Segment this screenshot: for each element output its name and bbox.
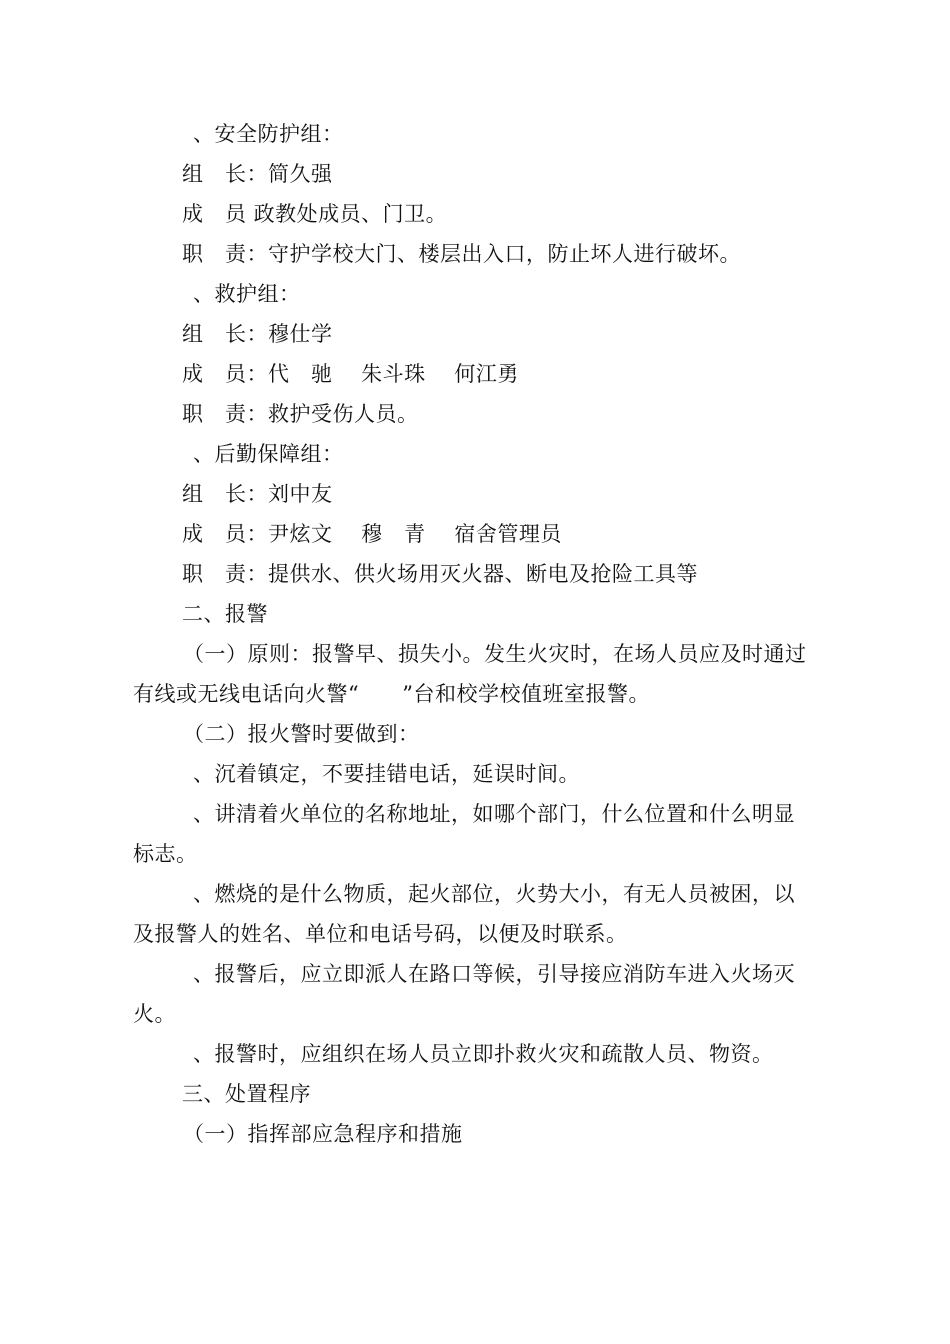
alarm-item-location: 、讲清着火单位的名称地址，如哪个部门，什么位置和什么明显 xyxy=(193,802,795,826)
logistics-group-leader: 组 长：刘中友 xyxy=(182,482,333,506)
heading-alarm: 二、报警 xyxy=(182,602,268,626)
alarm-principle-continued: 有线或无线电话向火警“ ”台和校学校值班室报警。 xyxy=(133,682,650,706)
alarm-requirements-heading: （二）报火警时要做到： xyxy=(183,722,420,746)
alarm-item-guide: 、报警后，应立即派人在路口等候，引导接应消防车进入火场灭 xyxy=(193,962,795,986)
alarm-item-material-continued: 及报警人的姓名、单位和电话号码，以便及时联系。 xyxy=(133,922,628,946)
alarm-item-calm: 、沉着镇定，不要挂错电话，延误时间。 xyxy=(193,762,580,786)
rescue-group-duty: 职 责：救护受伤人员。 xyxy=(182,402,419,426)
heading-safety-group: 、安全防护组： xyxy=(193,122,344,146)
alarm-item-organize: 、报警时，应组织在场人员立即扑救火灾和疏散人员、物资。 xyxy=(193,1042,774,1066)
heading-logistics-group: 、后勤保障组： xyxy=(193,442,344,466)
alarm-item-location-continued: 标志。 xyxy=(133,842,198,866)
heading-procedure: 三、处置程序 xyxy=(182,1082,311,1106)
safety-group-duty: 职 责：守护学校大门、楼层出入口，防止坏人进行破坏。 xyxy=(182,242,741,266)
rescue-group-members: 成 员：代 驰 朱斗珠 何江勇 xyxy=(182,362,519,386)
alarm-item-material: 、燃烧的是什么物质，起火部位，火势大小，有无人员被困，以 xyxy=(193,882,795,906)
heading-rescue-group: 、救护组： xyxy=(193,282,301,306)
alarm-principle: （一）原则：报警早、损失小。发生火灾时，在场人员应及时通过 xyxy=(183,642,807,666)
safety-group-members: 成 员 政教处成员、门卫。 xyxy=(182,202,448,226)
procedure-command-heading: （一）指挥部应急程序和措施 xyxy=(183,1122,463,1146)
rescue-group-leader: 组 长：穆仕学 xyxy=(182,322,333,346)
safety-group-leader: 组 长：简久强 xyxy=(182,162,333,186)
logistics-group-members: 成 员：尹炫文 穆 青 宿舍管理员 xyxy=(182,522,562,546)
alarm-item-guide-continued: 火。 xyxy=(133,1002,176,1026)
logistics-group-duty: 职 责：提供水、供火场用灭火器、断电及抢险工具等 xyxy=(182,562,698,586)
